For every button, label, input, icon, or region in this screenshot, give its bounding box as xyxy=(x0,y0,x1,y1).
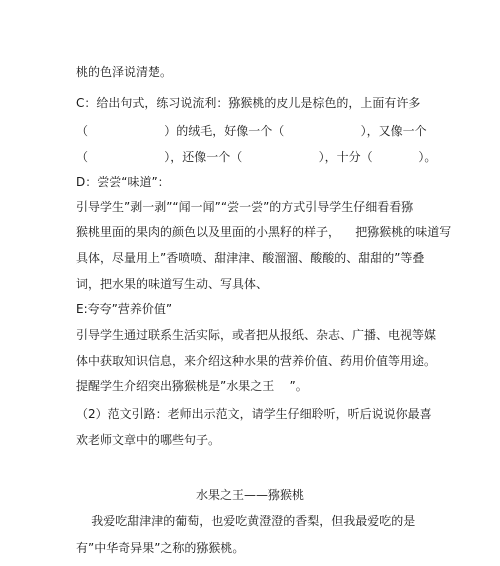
text-line: （ ）的绒毛，好像一个（ ），又像一个 xyxy=(76,124,427,138)
text-line: 桃的色泽说清楚。 xyxy=(76,65,173,79)
text-line: 欢老师文章中的哪些句子。 xyxy=(76,433,221,447)
text-line: 引导学生通过联系生活实际，或者把从报纸、杂志、广播、电视等媒 xyxy=(76,328,437,342)
text-line: 猴桃里面的果肉的颜色以及里面的小黑籽的样子， 把猕猴桃的味道写 xyxy=(76,225,452,239)
text-line: C：给出句式，练习说流利：猕猴桃的皮儿是棕色的，上面有许多 xyxy=(76,96,421,110)
text-line: 具体，尽量用上”香喷喷、甜津津、酸溜溜、酸酸的、甜甜的”等叠 xyxy=(76,251,425,265)
essay-title: 水果之王——猕猴桃 xyxy=(195,488,304,502)
section-heading: E:夸夸”营养价值” xyxy=(76,302,173,316)
text-line: （ ），还像一个（ ），十分（ ）。 xyxy=(76,150,437,164)
text-line: 引导学生”剥一剥”“闻一闻”“尝一尝”的方式引导学生仔细看看猕 xyxy=(76,200,414,214)
text-line: （2）范文引路：老师出示范文，请学生仔细聆听，听后说说你最喜 xyxy=(76,407,432,421)
section-heading: D：尝尝“味道”： xyxy=(76,175,170,189)
essay-line: 有”中华奇异果”之称的猕猴桃。 xyxy=(76,541,245,555)
text-line: 词，把水果的味道写生动、写具体、 xyxy=(76,277,269,291)
text-line: 体中获取知识信息，来介绍这种水果的营养价值、药用价值等用途。 xyxy=(76,354,437,368)
essay-line: 我爱吃甜津津的葡萄，也爱吃黄澄澄的香梨，但我最爱吃的是 xyxy=(76,514,416,528)
text-line: 提醒学生介绍突出猕猴桃是”水果之王 ”。 xyxy=(76,379,308,393)
